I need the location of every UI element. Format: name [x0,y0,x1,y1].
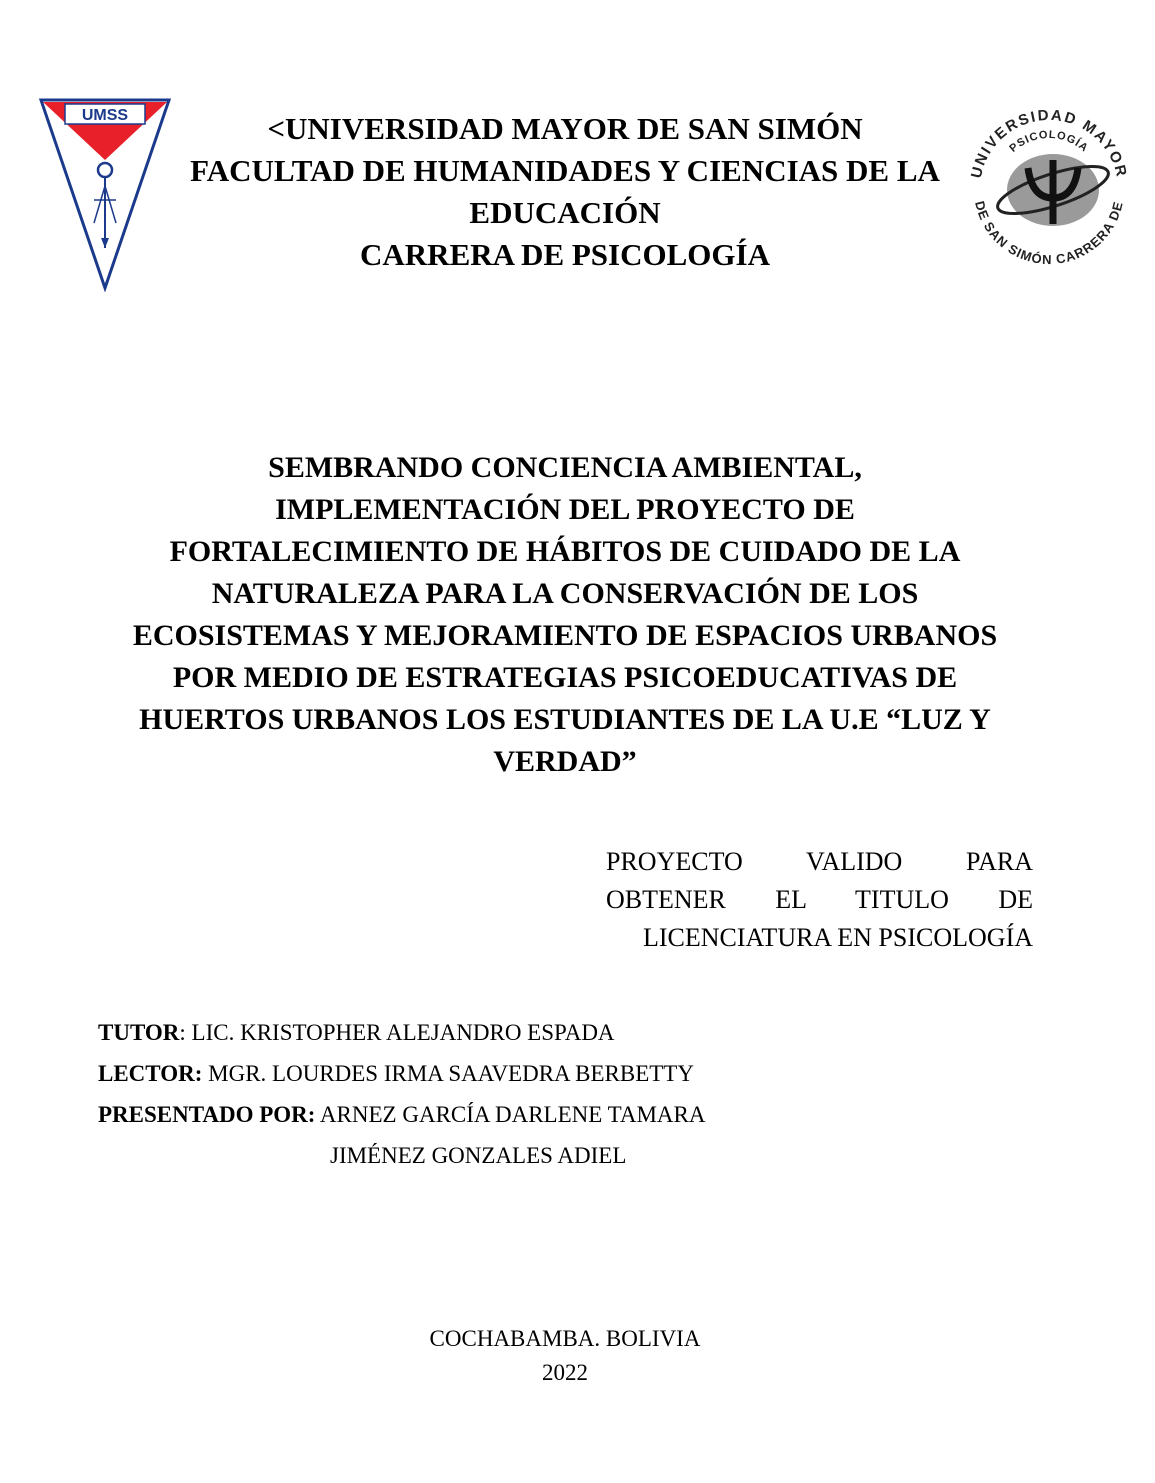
header-faculty: FACULTAD DE HUMANIDADES Y CIENCIAS DE LA [190,153,940,188]
presented-value: ARNEZ GARCÍA DARLENE TAMARA [315,1102,706,1127]
institution-header [150,108,980,276]
seal-text-inner: PSICOLOGÍA [1007,128,1091,155]
footer [380,1322,750,1390]
title-line: ECOSISTEMAS Y MEJORAMIENTO DE ESPACIOS URBANOS [132,619,998,652]
seal-text-bottom: DE SAN SIMÓN CARRERA DE [972,199,1126,268]
project-line: LICENCIATURA EN PSICOLOGÍA [643,923,1033,952]
credits-block [98,1012,998,1176]
document-title [80,447,1050,783]
presented-row [98,1094,998,1135]
presented-value: JIMÉNEZ GONZALES ADIEL [330,1143,627,1168]
psychology-seal-logo [958,98,1140,280]
presented-row-2 [98,1135,998,1176]
header-university: <UNIVERSIDAD MAYOR DE SAN SIMÓN [267,111,863,146]
tutor-label: TUTOR [98,1020,180,1045]
title-line: VERDAD” [493,745,637,778]
footer-year: 2022 [542,1360,588,1385]
title-line: POR MEDIO DE ESTRATEGIAS PSICOEDUCATIVAS DE [172,661,958,694]
title-line: NATURALEZA PARA LA CONSERVACIÓN DE LOS [211,577,919,610]
lector-row [98,1053,998,1094]
header-career: CARRERA DE PSICOLOGÍA [360,237,770,272]
seal-text-top: UNIVERSIDAD MAYOR [967,106,1131,180]
project-line: PROYECTO VALIDO PARA [606,847,1033,876]
header-faculty-cont: EDUCACIÓN [469,195,661,230]
title-line: FORTALECIMIENTO DE HÁBITOS DE CUIDADO DE LA [169,535,961,568]
project-statement [606,843,1033,957]
project-line: OBTENER EL TITULO DE [606,885,1033,914]
lector-value: MGR. LOURDES IRMA SAAVEDRA BERBETTY [202,1061,694,1086]
umss-logo-text: UMSS [81,107,129,124]
tutor-value: : LIC. KRISTOPHER ALEJANDRO ESPADA [179,1020,615,1045]
footer-place: COCHABAMBA. BOLIVIA [429,1326,701,1351]
presented-label: PRESENTADO POR: [98,1102,316,1127]
title-line: SEMBRANDO CONCIENCIA AMBIENTAL, [268,451,862,484]
lector-label: LECTOR: [98,1061,203,1086]
title-line: HUERTOS URBANOS LOS ESTUDIANTES DE LA U.E “LUZ Y [139,703,991,736]
title-line: IMPLEMENTACIÓN DEL PROYECTO DE [275,493,855,526]
tutor-row [98,1012,998,1053]
